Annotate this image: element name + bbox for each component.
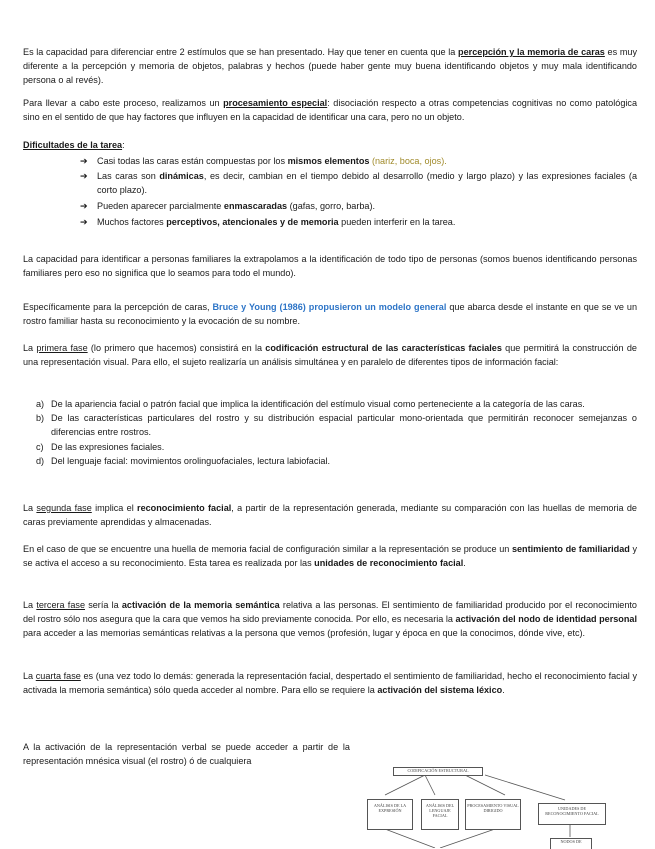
text-run: pueden interferir en la tarea. [338, 216, 456, 227]
difficulties-heading [23, 138, 637, 152]
structural-coding-box: CODIFICACIÓN ESTRUCTURAL [393, 767, 483, 776]
bruce-young-diagram [365, 765, 610, 848]
text-run: que abarca desde el instante en que se ve un rostro familiar hasta su reconocimiento y la evocación de su nombre. [23, 302, 638, 327]
list-item [80, 154, 637, 168]
emphasis-run: activación del nodo de identidad personal [455, 614, 637, 625]
facial-information-list [23, 397, 637, 468]
list-item [80, 169, 637, 197]
facial-language-box: ANÁLISIS DEL LENGUAJE FACIAL [421, 799, 459, 830]
list-item [80, 199, 637, 213]
emphasis-run: codificación estructural de las características faciales [265, 343, 502, 353]
expression-analysis-box: ANÁLISIS DE LA EXPRESIÓN [367, 799, 413, 830]
text-run: para acceder a las memorias semánticas relativas a la persona que vemos (profesión, lugar y época en que la conocimos, dónde vive, etc). [23, 628, 586, 639]
emphasis-run: dinámicas [159, 171, 204, 182]
text-run: (gafas, gorro, barba). [287, 200, 376, 211]
heading-text: Dificultades de la tarea [23, 140, 123, 150]
highlight-run: (nariz, boca, ojos) [371, 156, 445, 166]
emphasis-run: percepción y la memoria de caras [458, 47, 605, 57]
emphasis-run: unidades de reconocimiento facial [314, 558, 464, 569]
list-marker: b) [36, 413, 45, 424]
text-run: Para llevar a cabo este proceso, realizamos un [23, 98, 224, 108]
text-run: Las caras son [97, 171, 160, 182]
fourth-phase-paragraph [23, 669, 637, 697]
emphasis-run: mismos elementos [287, 156, 370, 166]
text-run: que permitirá la construcción de una representación visual. Para ello, el sujeto realizaría un análisis simultánea y en paralelo de diferentes tipos de información facial: [23, 343, 637, 368]
emphasis-run: activación del sistema léxico [377, 685, 503, 696]
text-run: En el caso de que se encuentre una huella de memoria facial de configuración similar a la representación se produce un [23, 544, 512, 554]
special-processing-paragraph [23, 96, 637, 124]
familiarity-paragraph [23, 542, 637, 570]
list-marker: c) [36, 441, 44, 452]
second-phase-paragraph [23, 501, 637, 529]
text-run: sería la [85, 600, 122, 610]
list-item [36, 397, 637, 411]
text-run: Es la capacidad para diferenciar entre 2 estímulos que se han presentado. Hay que tener en cuenta que la [23, 47, 459, 57]
underlined-run: primera fase [36, 343, 88, 353]
emphasis-run: enmascaradas [223, 200, 288, 211]
citation-link: Bruce y Young (1986) propusieron un modelo general [212, 302, 447, 312]
list-item [80, 215, 637, 229]
text-run: . [444, 156, 447, 166]
text-run: (lo primero que hacemos) consistirá en la [87, 343, 266, 353]
face-recognition-units-box: UNIDADES DE RECONOCIMIENTO FACIAL [538, 803, 606, 825]
list-item-text: Del lenguaje facial: movimientos orolinguofaciales, lectura labiofacial. [51, 455, 331, 466]
verbal-activation-paragraph: A la activación de la representación verbal se puede acceder a partir de la representación mnésica visual (el rostro) ó de cualquiera [23, 742, 350, 767]
text-run: : disociación respecto a otras competencias cognitivas no como patológica sino en el sentido de que hay factores que influyen en la capacidad de identificar una cara, pero no un objeto. [23, 98, 637, 123]
arrow-icon: ➔ [80, 171, 88, 182]
text-run: , a partir de la representación generada, mediante su comparación con las huellas de memoria de caras previamente aprendidas y almacenadas. [23, 503, 637, 528]
text-run: y se activa el acceso a su reconocimiento. Esta tarea es realizada por las [23, 544, 637, 569]
directed-visual-processing-box: PROCESAMIENTO VISUAL DIRIGIDO [465, 799, 521, 830]
text-run: Específicamente para la percepción de caras, [23, 302, 213, 312]
emphasis-run: procesamiento especial [223, 98, 328, 108]
emphasis-run: activación de la memoria semántica [121, 600, 280, 610]
text-run: Casi todas las caras están compuestas por los [97, 156, 288, 166]
text-run: es muy diferente a la percepción y memoria de objetos, palabras y hechos (puede haber gente muy buena identificando objetos y muy mala identificando persona o al revés). [23, 47, 638, 86]
identity-nodes-box: NODOS DE [550, 838, 592, 849]
text-run: La [23, 671, 36, 681]
arrow-icon: ➔ [80, 200, 88, 211]
text-run: : [122, 140, 125, 150]
bruce-young-paragraph [23, 300, 637, 328]
list-marker: a) [36, 399, 45, 409]
underlined-run: segunda fase [36, 503, 92, 513]
underlined-run: cuarta fase [35, 671, 81, 681]
familiar-persons-paragraph: La capacidad para identificar a personas familiares la extrapolamos a la identificación de todo tipo de personas (somos buenos identificando personas familiares pero eso no significa que lo seamos para todo el mundo). [23, 254, 637, 279]
list-item [36, 454, 637, 468]
list-marker: d) [36, 455, 45, 466]
text-run: Pueden aparecer parcialmente [97, 200, 224, 211]
list-item [36, 440, 637, 454]
emphasis-run: reconocimiento facial [137, 503, 232, 513]
text-run: La [23, 600, 37, 610]
underlined-run: tercera fase [36, 600, 85, 610]
emphasis-run: sentimiento de familiaridad [511, 544, 630, 554]
text-run: relativa a las personas. El sentimiento de familiaridad producido por el reconocimiento del rostro sólo nos asegura que la cara que vemos ha sido previamente conocida. Por ello, es necesaria la [23, 600, 637, 625]
text-run: La [23, 343, 37, 353]
third-phase-paragraph [23, 598, 637, 641]
arrow-icon: ➔ [80, 216, 88, 227]
list-item-text: De las expresiones faciales. [51, 441, 165, 452]
text-run: . [463, 558, 466, 569]
text-run: Muchos factores [97, 216, 167, 227]
text-run: . [502, 685, 505, 696]
arrow-icon: ➔ [80, 156, 88, 166]
list-item-text: De la apariencia facial o patrón facial que implica la identificación del estímulo visual como perteneciente a la categoría de las caras. [51, 399, 585, 409]
text-run: La [23, 503, 37, 513]
text-run: implica el [91, 503, 138, 513]
text-run: , es decir, cambian en el tiempo debido al desarrollo (medio y largo plazo) y las expresiones faciales (a corto plazo). [97, 171, 637, 196]
first-phase-paragraph [23, 341, 637, 369]
intro-paragraph [23, 45, 637, 88]
list-item-text: De las características particulares del rostro y su distribución espacial particular mono-orientada que permitirán reconocer semejanzas o diferencias entre rostros. [51, 413, 637, 438]
text-run: es (una vez todo lo demás: generada la representación facial, despertado el sentimiento de familiaridad, hecho el reconocimiento facial y activada la memoria semántica) sólo queda acceder al nombre. Para ello se requiere la [23, 671, 637, 696]
difficulties-list [23, 154, 637, 229]
emphasis-run: perceptivos, atencionales y de memoria [166, 216, 339, 227]
list-item [36, 411, 637, 439]
